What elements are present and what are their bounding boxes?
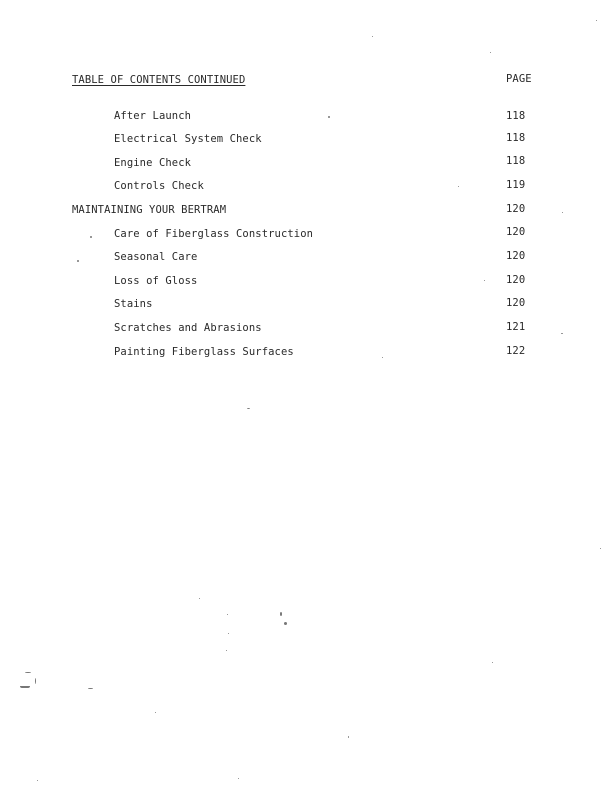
scan-speck bbox=[20, 686, 30, 688]
scan-speck bbox=[492, 662, 493, 663]
scan-speck bbox=[280, 612, 282, 616]
scan-speck bbox=[328, 116, 330, 118]
scan-speck bbox=[600, 548, 601, 549]
toc-entry-label: Painting Fiberglass Surfaces bbox=[114, 346, 294, 358]
scan-speck bbox=[561, 333, 563, 334]
scan-speck bbox=[228, 633, 229, 634]
toc-heading: TABLE OF CONTENTS CONTINUED bbox=[72, 74, 246, 86]
scan-speck bbox=[284, 622, 287, 625]
scan-speck bbox=[348, 736, 349, 738]
toc-entry-label: Electrical System Check bbox=[114, 133, 262, 145]
scan-speck bbox=[88, 688, 93, 689]
page-column-heading: PAGE bbox=[506, 73, 532, 85]
scan-speck bbox=[226, 650, 227, 651]
toc-section-label: MAINTAINING YOUR BERTRAM bbox=[72, 204, 227, 216]
toc-entry-label: After Launch bbox=[114, 110, 192, 122]
scan-speck bbox=[458, 186, 459, 187]
scan-speck bbox=[372, 36, 373, 37]
scan-speck bbox=[382, 357, 383, 358]
toc-entry-label: Stains bbox=[114, 298, 153, 310]
toc-entry-page: 120 bbox=[506, 274, 526, 286]
scan-speck bbox=[155, 712, 156, 713]
scan-speck bbox=[25, 672, 31, 673]
scan-speck bbox=[562, 212, 563, 213]
toc-entry-page: 120 bbox=[506, 226, 526, 238]
toc-entry-label: Controls Check bbox=[114, 180, 204, 192]
scan-speck bbox=[490, 52, 491, 53]
toc-entry-label: Care of Fiberglass Construction bbox=[114, 228, 314, 240]
toc-entry-page: 120 bbox=[506, 250, 526, 262]
scan-speck bbox=[90, 236, 92, 238]
scan-speck bbox=[247, 408, 250, 409]
toc-entry-page: 121 bbox=[506, 321, 526, 333]
toc-entry-page: 119 bbox=[506, 179, 526, 191]
toc-entry-page: 120 bbox=[506, 297, 526, 309]
toc-entry-page: 122 bbox=[506, 345, 526, 357]
toc-entry-page: 120 bbox=[506, 203, 526, 215]
scan-speck bbox=[596, 20, 597, 21]
scan-speck bbox=[77, 260, 79, 262]
toc-entry-label: Engine Check bbox=[114, 157, 192, 169]
toc-entry-label: Seasonal Care bbox=[114, 251, 198, 263]
toc-entry-page: 118 bbox=[506, 110, 526, 122]
toc-entry-page: 118 bbox=[506, 132, 526, 144]
scan-speck bbox=[35, 678, 36, 684]
toc-entry-label: Scratches and Abrasions bbox=[114, 322, 262, 334]
toc-entry-page: 118 bbox=[506, 155, 526, 167]
scan-speck bbox=[238, 778, 239, 779]
toc-entry-label: Loss of Gloss bbox=[114, 275, 198, 287]
scan-speck bbox=[484, 280, 485, 281]
scan-speck bbox=[37, 780, 38, 781]
scan-speck bbox=[199, 598, 200, 599]
scan-speck bbox=[227, 614, 228, 615]
